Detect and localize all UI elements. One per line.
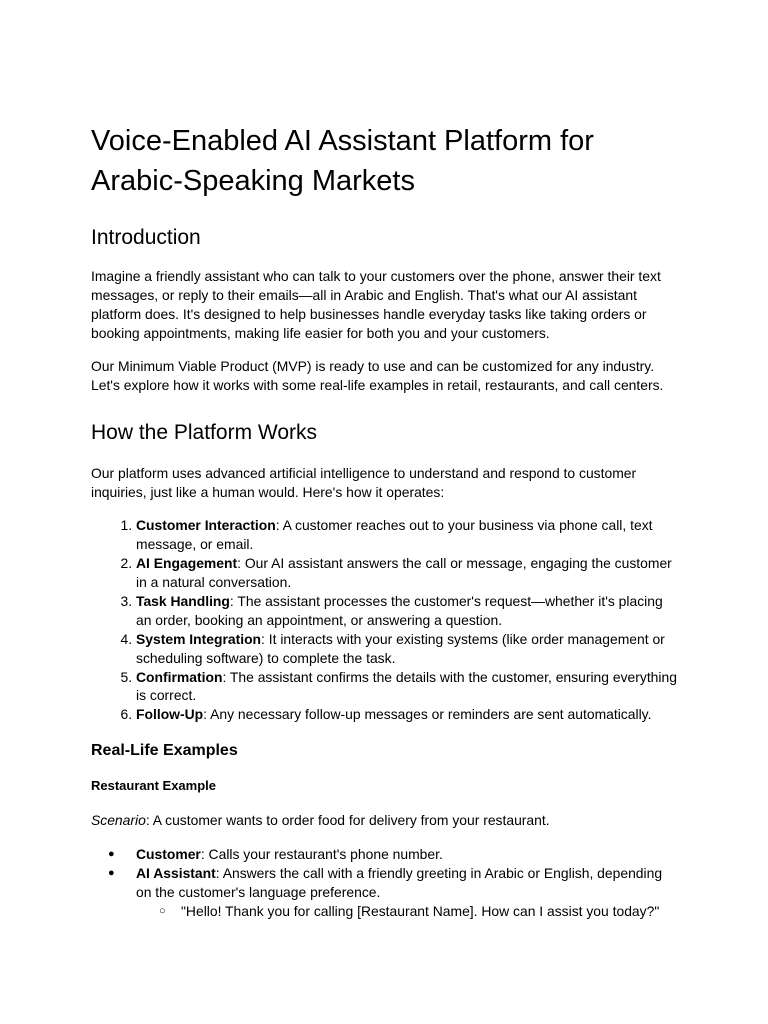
list-item xyxy=(136,554,681,592)
step-term: Confirmation xyxy=(136,668,223,685)
step-term: Follow-Up xyxy=(136,706,204,723)
quote-item: ○ "Hello! Thank you for calling [Restaurant Name]. How can I assist you today?" xyxy=(181,902,681,921)
how-platform-works-heading: How the Platform Works xyxy=(91,421,318,445)
step-text: : The assistant processes the customer's request—whether it's placing an order, booking an appointment, or answering a question. xyxy=(136,592,663,628)
step-term: Customer Interaction xyxy=(136,517,276,534)
step-term: System Integration xyxy=(136,630,262,647)
list-item xyxy=(136,705,681,724)
bullet-term: Customer xyxy=(136,846,201,863)
document-content xyxy=(91,121,681,921)
step-term: AI Engagement xyxy=(136,555,238,572)
step-text: : A customer reaches out to your business via phone call, text message, or email. xyxy=(136,517,653,553)
introduction-paragraph-2: Our Minimum Viable Product (MVP) is ready to use and can be customized for any industry. Let's explore how it works with some real-life examples in retail, restaurants, and call centers. xyxy=(91,357,664,393)
list-item xyxy=(136,592,681,630)
sub-bullet-list xyxy=(136,902,681,921)
list-item xyxy=(136,668,681,706)
list-item xyxy=(136,630,681,668)
document-title: Voice-Enabled AI Assistant Platform for Arabic-Speaking Markets xyxy=(91,125,594,197)
step-term: Task Handling xyxy=(136,592,230,609)
step-text: : The assistant confirms the details with the customer, ensuring everything is correct. xyxy=(136,668,677,704)
real-life-examples-heading: Real-Life Examples xyxy=(91,742,238,760)
bullet-text: : Calls your restaurant's phone number. xyxy=(200,846,443,863)
scenario-paragraph xyxy=(91,811,681,830)
list-item xyxy=(136,845,681,864)
scenario-label: Scenario xyxy=(91,812,146,829)
list-item xyxy=(136,516,681,554)
restaurant-example-heading: Restaurant Example xyxy=(91,778,216,794)
steps-list xyxy=(91,516,681,724)
scenario-text: : A customer wants to order food for delivery from your restaurant. xyxy=(145,812,550,829)
introduction-heading: Introduction xyxy=(91,226,201,249)
bullet-term: AI Assistant xyxy=(136,865,216,882)
how-platform-works-paragraph: Our platform uses advanced artificial intelligence to understand and respond to customer inquiries, just like a human would. Here's how it operates: xyxy=(91,465,637,501)
introduction-paragraph-1: Imagine a friendly assistant who can talk to your customers over the phone, answer their text messages, or reply to their emails—all in Arabic and English. That's what our AI assistant platform does. It's designed to help businesses handle everyday tasks like taking orders or booking appointments, making life easier for both you and your customers. xyxy=(91,268,661,341)
step-text: : It interacts with your existing systems (like order management or scheduling software) to complete the task. xyxy=(136,630,665,666)
step-text: : Our AI assistant answers the call or message, engaging the customer in a natural conversation. xyxy=(136,555,672,590)
step-text: : Any necessary follow-up messages or reminders are sent automatically. xyxy=(203,706,652,723)
restaurant-bullet-list xyxy=(91,845,681,921)
bullet-text: : Answers the call with a friendly greeting in Arabic or English, depending on the customer's language preference. xyxy=(136,865,663,900)
list-item xyxy=(136,864,681,921)
